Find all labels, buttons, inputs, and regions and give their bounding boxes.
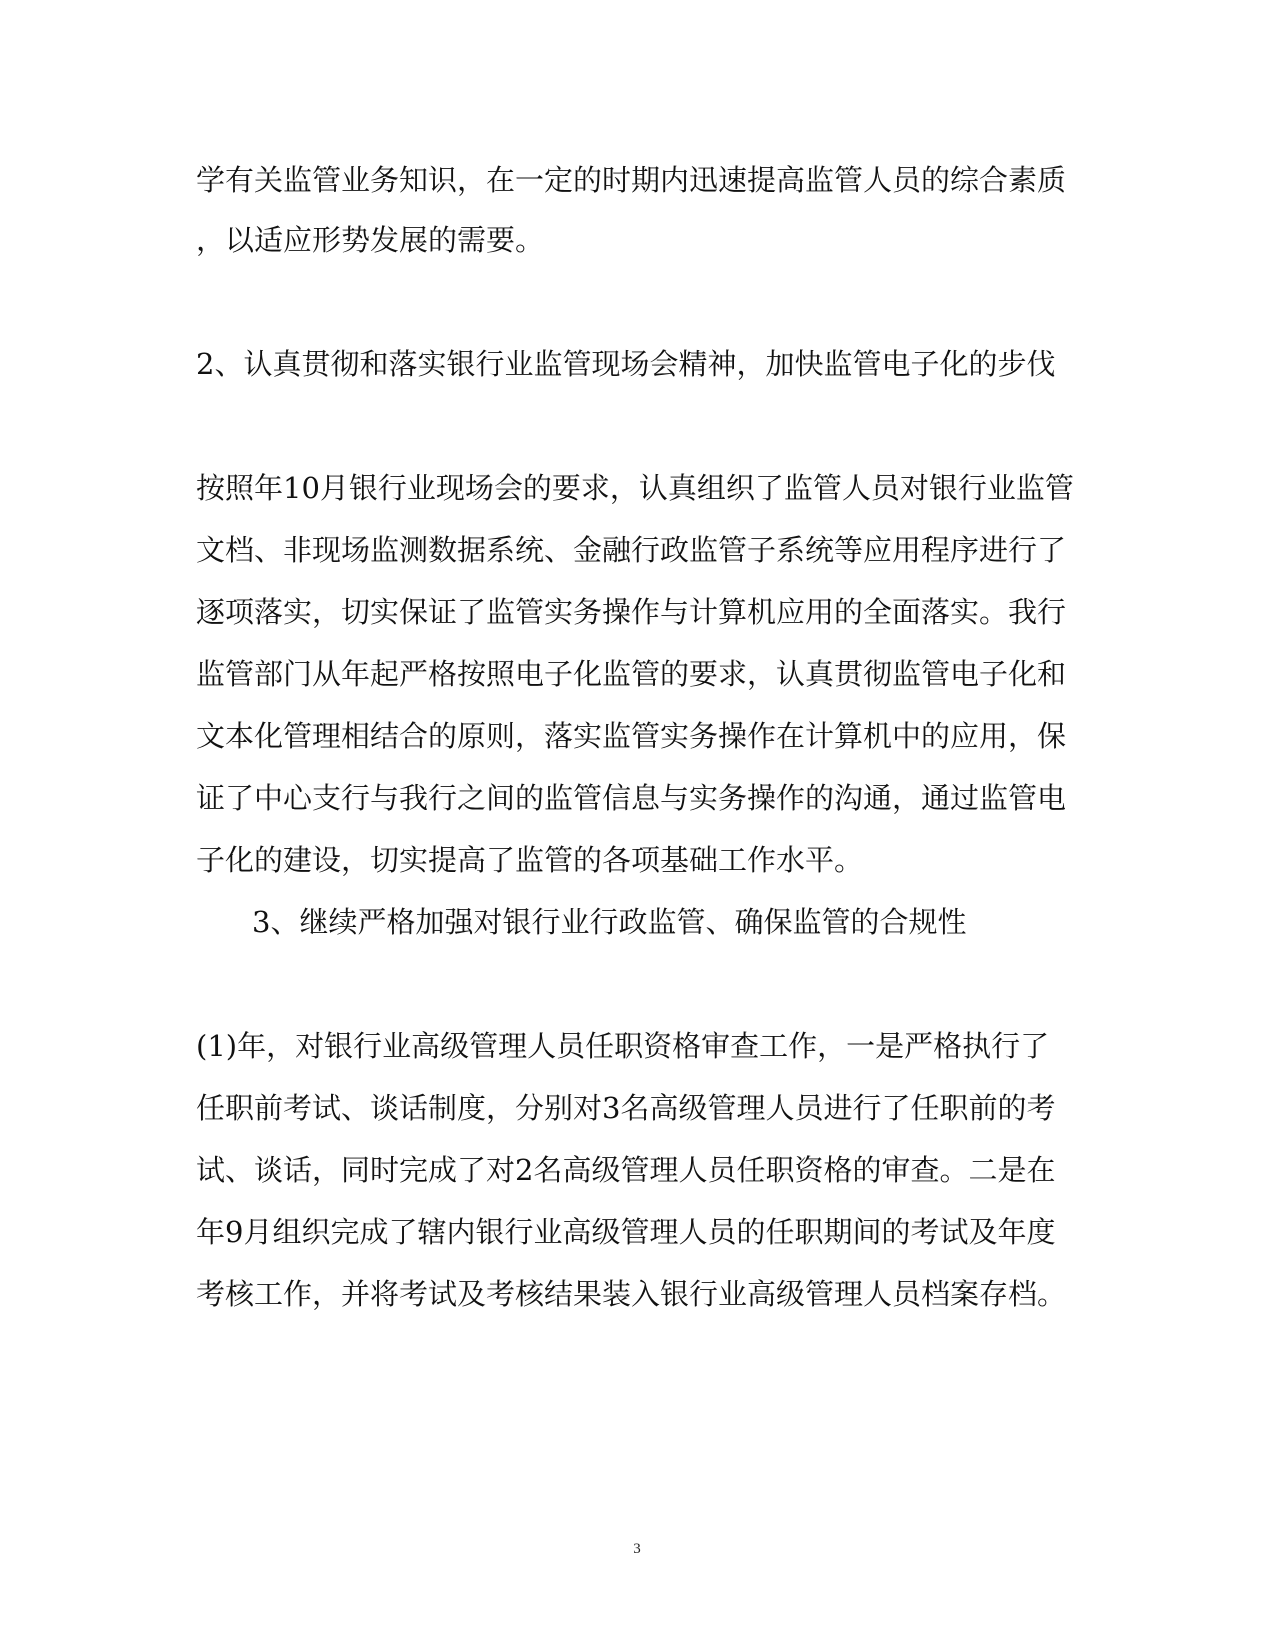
body-text-line: 年9月组织完成了辖内银行业高级管理人员的任职期间的考试及年度 — [196, 1215, 1056, 1249]
section-heading: 3、继续严格加强对银行业行政监管、确保监管的合规性 — [252, 905, 967, 939]
body-text-line: ，以适应形势发展的需要。 — [196, 223, 545, 257]
body-text-line: 试、谈话，同时完成了对2名高级管理人员任职资格的审查。二是在 — [196, 1153, 1056, 1187]
body-text-line: 考核工作，并将考试及考核结果装入银行业高级管理人员档案存档。 — [196, 1277, 1067, 1311]
body-text-line: 任职前考试、谈话制度，分别对3名高级管理人员进行了任职前的考 — [196, 1091, 1056, 1125]
body-text-line: 按照年10月银行业现场会的要求，认真组织了监管人员对银行业监管 — [196, 471, 1074, 505]
body-text-line: 学有关监管业务知识，在一定的时期内迅速提高监管人员的综合素质 — [196, 163, 1067, 197]
body-text-line: 文档、非现场监测数据系统、金融行政监管子系统等应用程序进行了 — [196, 533, 1067, 567]
page-number: 3 — [633, 1541, 641, 1557]
body-text-line: 子化的建设，切实提高了监管的各项基础工作水平。 — [196, 843, 864, 877]
section-heading: 2、认真贯彻和落实银行业监管现场会精神，加快监管电子化的步伐 — [196, 347, 1056, 381]
body-text-line: 证了中心支行与我行之间的监管信息与实务操作的沟通，通过监管电 — [196, 781, 1067, 815]
body-text-line: (1)年，对银行业高级管理人员任职资格审查工作，一是严格执行了 — [196, 1029, 1050, 1063]
body-text-line: 监管部门从年起严格按照电子化监管的要求，认真贯彻监管电子化和 — [196, 657, 1067, 691]
body-text-line: 文本化管理相结合的原则，落实监管实务操作在计算机中的应用，保 — [196, 719, 1067, 753]
body-text-line: 逐项落实，切实保证了监管实务操作与计算机应用的全面落实。我行 — [196, 595, 1067, 629]
